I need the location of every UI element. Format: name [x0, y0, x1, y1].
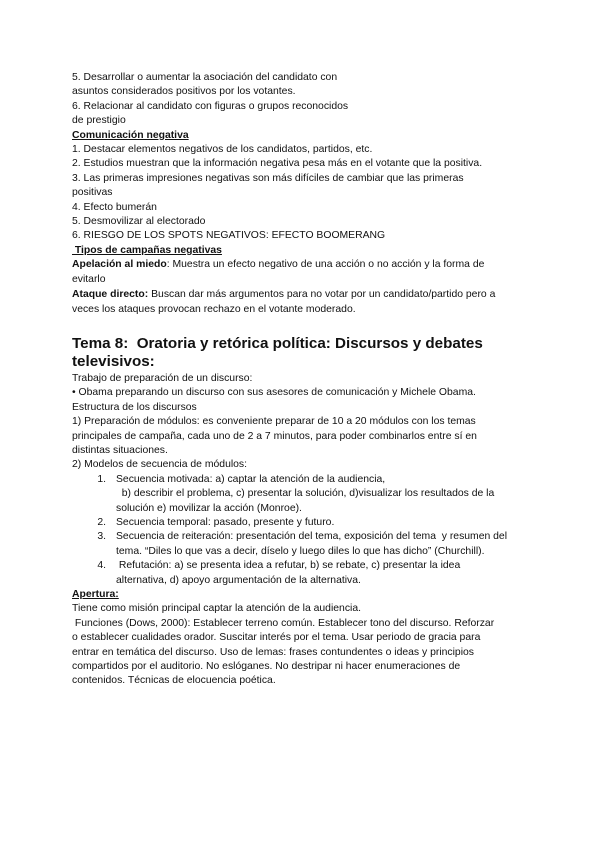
sequence-line: solución e) movilizar la acción (Monroe). — [116, 502, 302, 514]
preparation-line: principales de campaña, cada uno de 2 a 7 minutos, para poder combinarlos entre sí en — [72, 430, 477, 442]
negative-item: 5. Desmovilizar al electorado — [72, 216, 206, 228]
apertura-block — [72, 602, 532, 688]
ataque-text-cont: veces los ataques provocan rechazo en el votante moderado. — [72, 303, 356, 315]
sequence-number: 1. — [97, 473, 106, 485]
negative-communication-heading: Comunicación negativa — [72, 129, 189, 141]
preparation-line: • Obama preparando un discurso con sus asesores de comunicación y Michele Obama. — [72, 387, 476, 399]
apelacion-paragraph — [72, 258, 532, 272]
apertura-line: o establecer cualidades orador. Suscitar interés por el tema. Usar periodo de gracia para — [72, 632, 481, 644]
sequence-line: Refutación: a) se presenta idea a refutar, b) se rebate, c) presentar la idea — [116, 560, 461, 572]
sequence-item — [72, 516, 532, 530]
apertura-heading: Apertura: — [72, 589, 119, 600]
apertura-line: Tiene como misión principal captar la atención de la audiencia. — [72, 603, 361, 615]
apelacion-text: : Muestra un efecto negativo de una acción o no acción y la forma de — [166, 259, 485, 271]
preparation-line: 1) Preparación de módulos: es conveniente preparar de 10 a 20 módulos con los temas — [72, 416, 476, 428]
intro-line: asuntos considerados positivos por los votantes. — [72, 86, 296, 98]
sequence-line: b) describir el problema, c) presentar la solución, d)visualizar los resultados de la — [116, 488, 495, 500]
apertura-line: entrar en temática del discurso. Uso de lemas: frases contundentes o ideas y principios — [72, 646, 474, 658]
preparation-line: Trabajo de preparación de un discurso: — [72, 372, 253, 384]
ataque-text: Buscan dar más argumentos para no votar por un candidato/partido pero a — [148, 289, 496, 301]
intro-line: 6. Relacionar al candidato con figuras o grupos reconocidos — [72, 100, 349, 112]
negative-item: 4. Efecto bumerán — [72, 201, 157, 213]
intro-line: 5. Desarrollar o aumentar la asociación del candidato con — [72, 72, 338, 83]
sequence-item — [72, 559, 532, 588]
section-title: Tema 8: Oratoria y retórica política: Discursos y debates — [72, 334, 483, 352]
ataque-label: Ataque directo: — [72, 289, 149, 301]
intro-list — [72, 71, 532, 129]
apelacion-label: Apelación al miedo — [72, 259, 167, 271]
apertura-line: compartidos por el auditorio. No eslóganes. No destripar ni hacer enumeraciones de — [72, 661, 461, 673]
negative-item: 1. Destacar elementos negativos de los candidatos, partidos, etc. — [72, 144, 373, 156]
sequence-number: 2. — [97, 516, 106, 528]
sequence-item — [72, 530, 532, 559]
apertura-line: contenidos. Técnicas de elocuencia poética. — [72, 675, 276, 687]
intro-line: de prestigio — [72, 115, 126, 127]
sequence-line: Secuencia de reiteración: presentación del tema, exposición del tema y resumen del — [116, 531, 508, 543]
sequence-list — [72, 473, 532, 588]
negative-item: positivas — [72, 187, 113, 199]
negative-list — [72, 143, 532, 244]
sequence-number: 4. — [97, 560, 106, 572]
document-page — [72, 71, 532, 689]
negative-item: 2. Estudios muestran que la información negativa pesa más en el votante que la positiva. — [72, 158, 483, 170]
sequence-item — [72, 473, 532, 516]
negative-types-heading: Tipos de campañas negativas — [72, 244, 222, 256]
sequence-number: 3. — [97, 531, 106, 543]
preparation-line: Estructura de los discursos — [72, 401, 197, 413]
sequence-line: Secuencia motivada: a) captar la atención de la audiencia, — [116, 473, 386, 485]
ataque-paragraph — [72, 288, 532, 302]
sequence-line: tema. “Diles lo que vas a decir, díselo y luego diles lo que has dicho” (Churchill). — [116, 545, 485, 557]
negative-item: 6. RIESGO DE LOS SPOTS NEGATIVOS: EFECTO BOOMERANG — [72, 230, 386, 242]
section-title-cont: televisivos: — [72, 353, 155, 371]
apelacion-text-cont: evitarlo — [72, 273, 106, 285]
negative-item: 3. Las primeras impresiones negativas son más difíciles de cambiar que las primeras — [72, 172, 464, 184]
sequence-line: alternativa, d) apoyo argumentación de la alternativa. — [116, 574, 361, 586]
preparation-line: 2) Modelos de secuencia de módulos: — [72, 459, 248, 471]
sequence-line: Secuencia temporal: pasado, presente y futuro. — [116, 516, 335, 528]
apertura-line: Funciones (Dows, 2000): Establecer terreno común. Establecer tono del discurso. Reforzar — [72, 617, 495, 629]
preparation-block — [72, 372, 532, 473]
preparation-line: distintas situaciones. — [72, 444, 168, 456]
